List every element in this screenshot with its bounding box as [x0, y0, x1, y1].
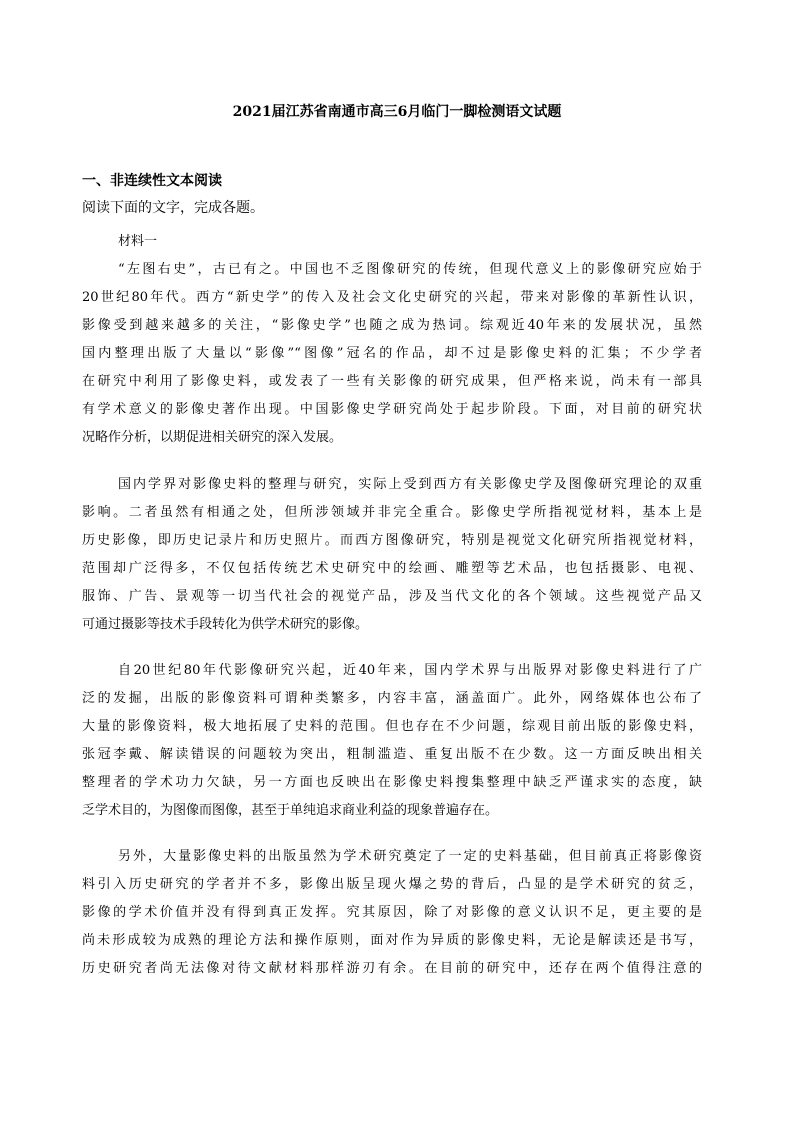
paragraph-line: 泛的发掘，出版的影像资料可谓种类繁多，内容丰富，涵盖面广。此外，网络媒体也公布了: [82, 691, 702, 706]
paragraph-line: 尚未形成较为成熟的理论方法和操作原则，面对作为异质的影像史料，无论是解读还是书写，: [82, 933, 702, 948]
paragraph-line: 况略作分析，以期促进相关研究的深入发展。: [82, 430, 343, 445]
paragraph-line: 在研究中利用了影像史料，或发表了一些有关影像的研究成果，但严格来说，尚未有一部具: [82, 374, 702, 389]
paragraph-1: [82, 256, 702, 452]
paragraph-line: 历史影像，即历史记录片和历史照片。而西方图像研究，特别是视觉文化研究所指视觉材料，: [82, 533, 702, 548]
paragraph-line: 范围却广泛得多，不仅包括传统艺术史研究中的绘画、雕塑等艺术品，也包括摄影、电视、: [82, 561, 702, 576]
paragraph-line: 服饰、广告、景观等一切当代社会的视觉产品，涉及当代文化的各个领域。这些视觉产品又: [82, 589, 702, 604]
paragraph-line: 历史研究者尚无法像对待文献材料那样游刃有余。在目前的研究中，还存在两个值得注意的: [82, 961, 702, 976]
section-heading: 一、非连续性文本阅读: [82, 173, 222, 189]
paragraph-line: 影像受到越来越多的关注，“影像史学”也随之成为热词。综观近40年来的发展状况，虽然: [82, 318, 702, 333]
paragraph-line: 自20世纪80年代影像研究兴起，近40年来，国内学术界与出版界对影像史料进行了广: [118, 663, 702, 678]
paragraph-line: 料引入历史研究的学者并不多，影像出版呈现火爆之势的背后，凸显的是学术研究的贫乏，: [82, 877, 702, 892]
paragraph-line: 张冠李戴、解读错误的问题较为突出，粗制滥造、重复出版不在少数。这一方面反映出相关: [82, 747, 702, 762]
paragraph-line: 有学术意义的影像史著作出现。中国影像史学研究尚处于起步阶段。下面，对目前的研究状: [82, 402, 702, 417]
paragraph-line: 乏学术目的，为图像而图像，甚至于单纯追求商业利益的现象普遍存在。: [82, 803, 499, 818]
paragraph-3: [82, 657, 702, 825]
paragraph-line: 整理者的学术功力欠缺，另一方面也反映出在影像史料搜集整理中缺乏严谨求实的态度，缺: [82, 775, 702, 790]
material-label: 材料一: [118, 234, 158, 249]
document-title: 2021届江苏省南通市高三6月临门一脚检测语文试题: [232, 104, 562, 120]
paragraph-2: [82, 471, 702, 639]
paragraph-line: 国内学界对影像史料的整理与研究，实际上受到西方有关影像史学及图像研究理论的双重: [118, 477, 702, 492]
paragraph-4: [82, 843, 702, 983]
reading-instruction: 阅读下面的文字，完成各题。: [82, 200, 264, 216]
paragraph-line: 国内整理出版了大量以“影像”“图像”冠名的作品，却不过是影像史料的汇集；不少学者: [82, 346, 702, 361]
paragraph-line: 另外，大量影像史料的出版虽然为学术研究奠定了一定的史料基础，但目前真正将影像资: [118, 849, 702, 864]
paragraph-line: 可通过摄影等技术手段转化为供学术研究的影像。: [82, 617, 369, 632]
paragraph-line: 大量的影像资料，极大地拓展了史料的范围。但也存在不少问题，综观目前出版的影像史料，: [82, 719, 702, 734]
paragraph-line: 影响。二者虽然有相通之处，但所涉领域并非完全重合。影像史学所指视觉材料，基本上是: [82, 505, 702, 520]
paragraph-line: 影像的学术价值并没有得到真正发挥。究其原因，除了对影像的意义认识不足，更主要的是: [82, 905, 702, 920]
paragraph-line: 20世纪80年代。西方“新史学”的传入及社会文化史研究的兴起，带来对影像的革新性认识，: [82, 290, 702, 305]
paragraph-line: “左图右史”，古已有之。中国也不乏图像研究的传统，但现代意义上的影像研究应始于: [118, 262, 702, 277]
